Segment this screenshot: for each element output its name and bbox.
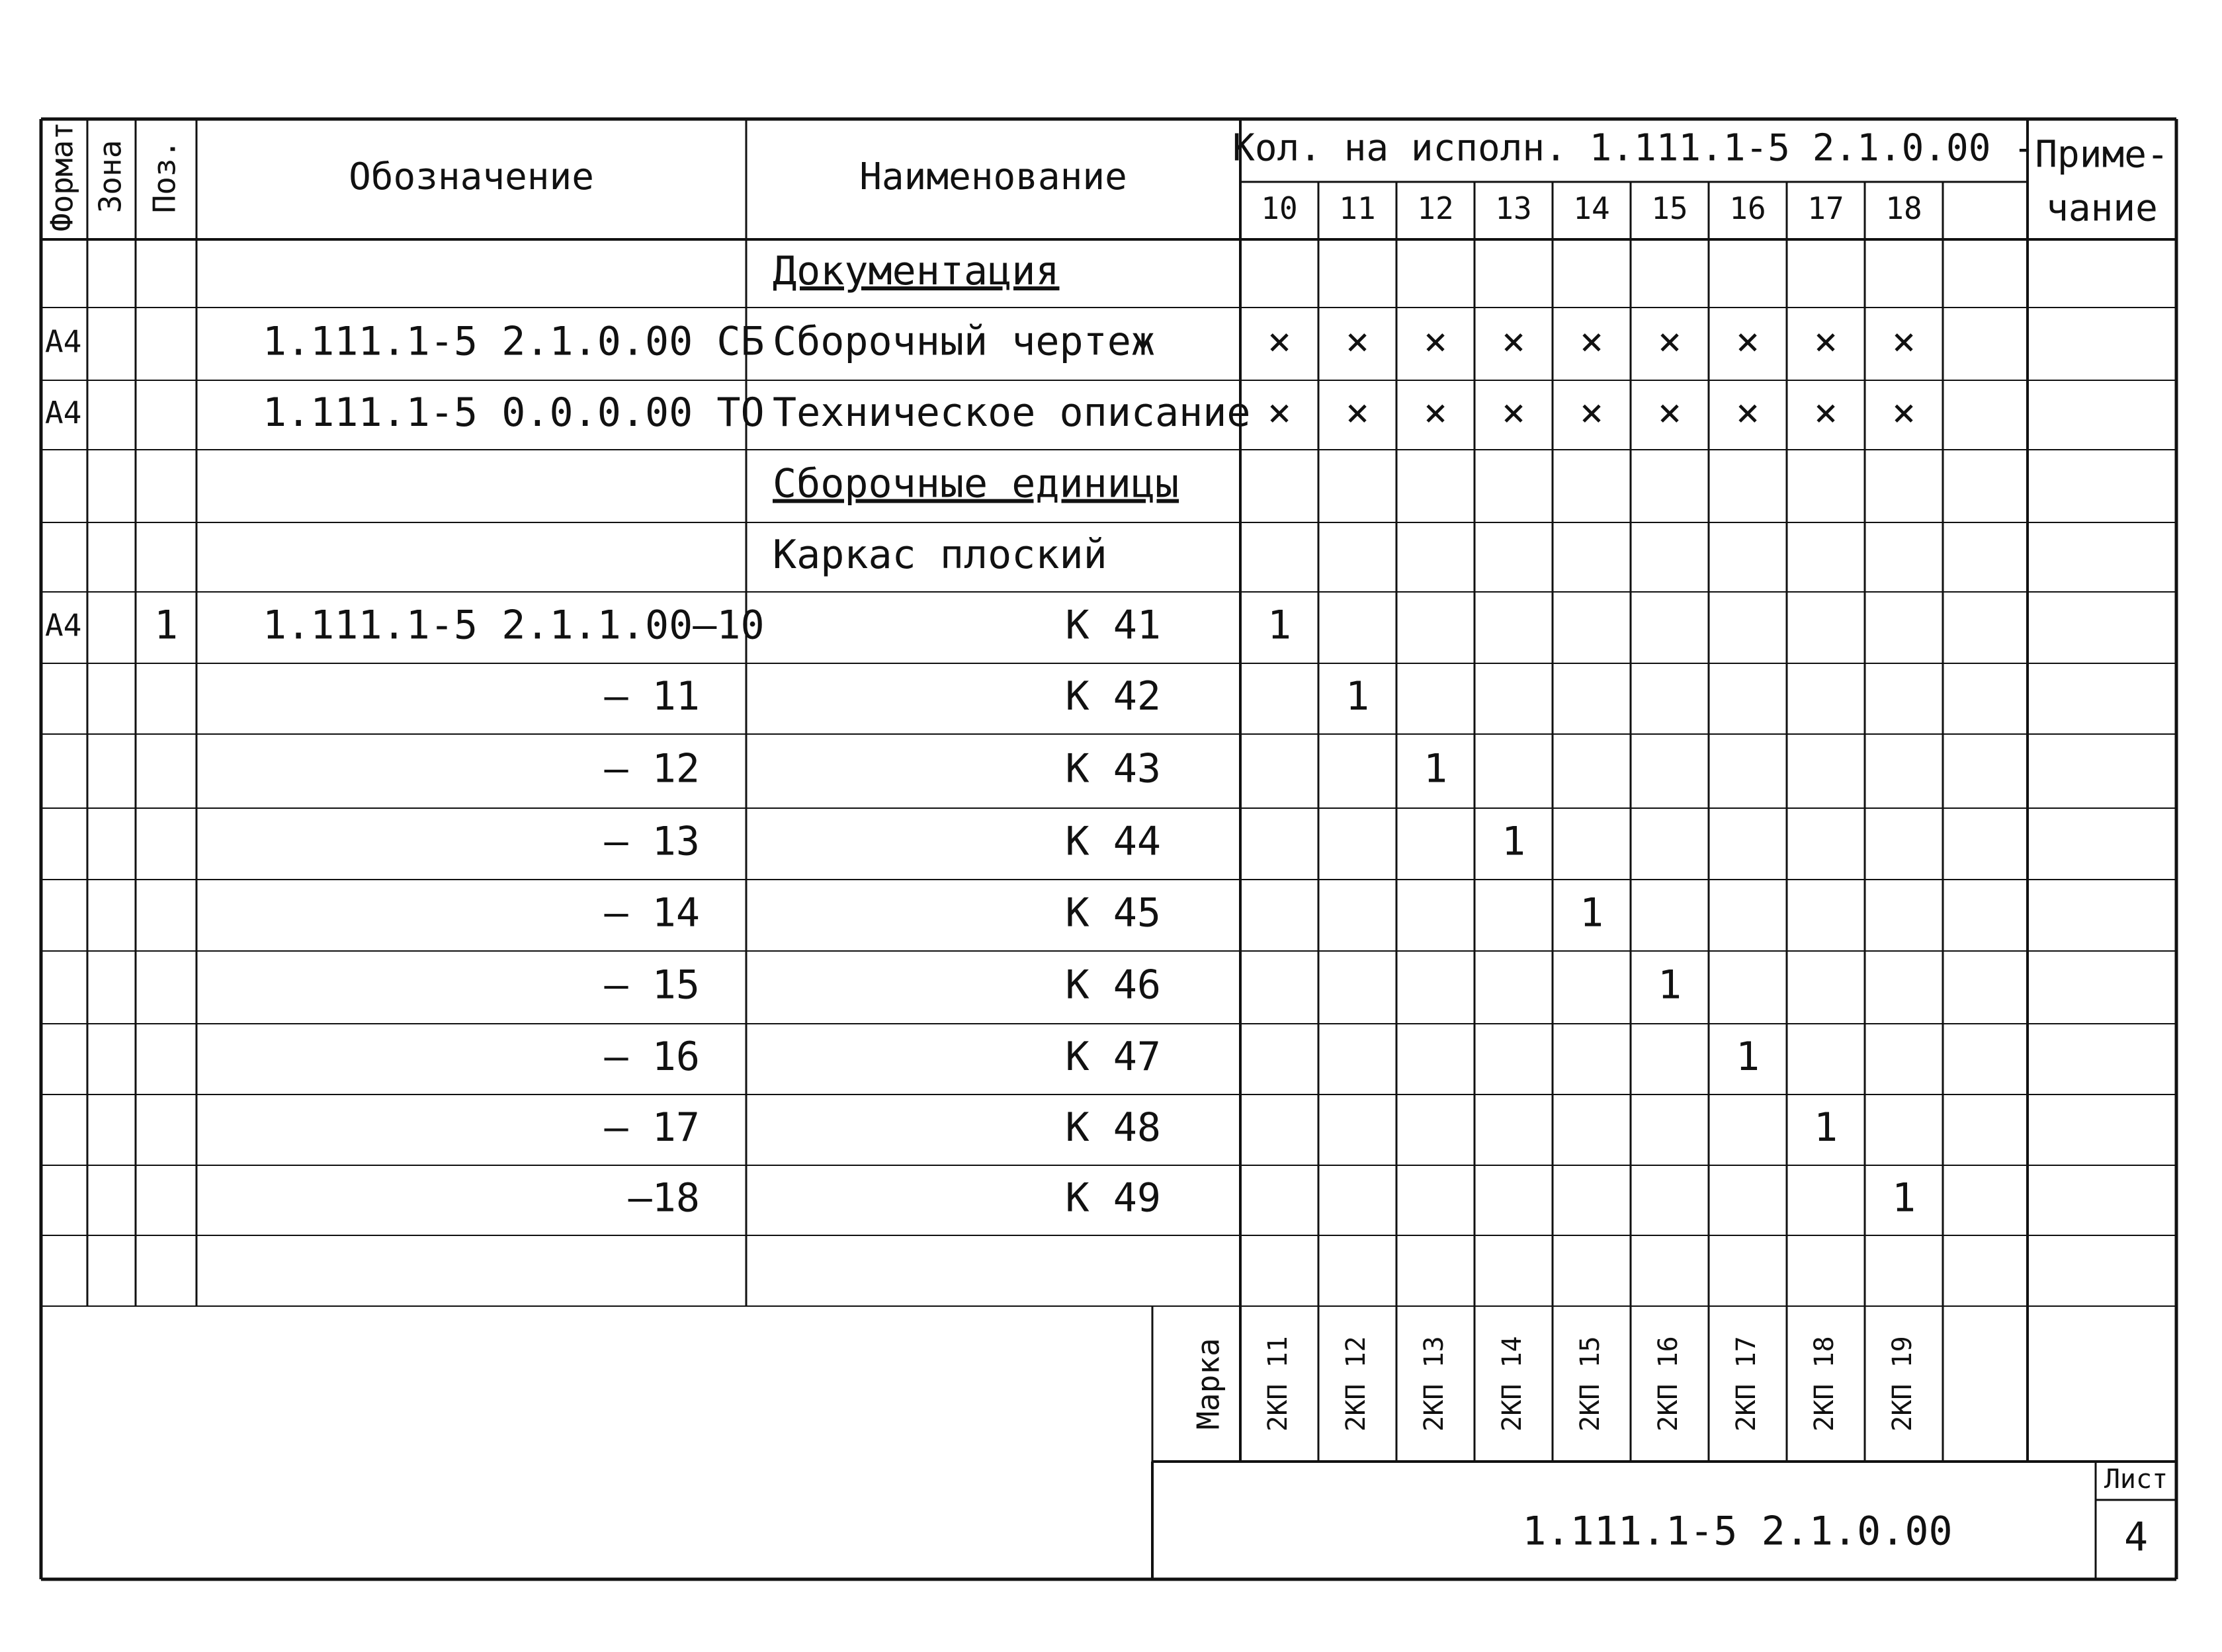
row-qty-cell: 1 <box>1735 1034 1760 1081</box>
row-designation: — 13 <box>604 818 700 865</box>
header-variant-14: 14 <box>1573 190 1610 226</box>
marka-value: 2КП 17 <box>1731 1336 1762 1432</box>
header-variant-11: 11 <box>1339 190 1376 226</box>
row-qty-cell: 1 <box>1891 1175 1916 1221</box>
row-designation: — 11 <box>604 673 700 720</box>
marka-value: 2КП 19 <box>1887 1336 1918 1432</box>
marka-value: 2КП 11 <box>1263 1336 1293 1432</box>
row-qty-cell: × <box>1579 390 1604 436</box>
row-qty-cell: 1 <box>1501 818 1526 865</box>
row-qty-cell: × <box>1345 390 1370 436</box>
row-qty-cell: 1 <box>1813 1104 1838 1151</box>
row-designation: —18 <box>628 1175 700 1221</box>
row-designation: 1.111.1-5 0.0.0.00 ТО <box>263 390 765 436</box>
marka-value: 2КП 16 <box>1653 1336 1684 1432</box>
row-name: Техническое описание <box>773 390 1251 436</box>
row-qty-cell: × <box>1501 390 1526 436</box>
row-qty-cell: × <box>1423 318 1448 365</box>
row-qty-cell: × <box>1657 318 1682 365</box>
marka-value: 2КП 18 <box>1809 1336 1840 1432</box>
row-format: А4 <box>45 607 82 643</box>
header-note-line2: чание <box>2046 186 2158 230</box>
header-variant-15: 15 <box>1651 190 1688 226</box>
row-name: Каркас плоский <box>773 532 1107 579</box>
header-variant-16: 16 <box>1729 190 1766 226</box>
row-designation: 1.111.1-5 2.1.1.00—10 <box>263 602 765 649</box>
row-name: Сборочный чертеж <box>773 318 1155 365</box>
header-variant-12: 12 <box>1417 190 1454 226</box>
row-name: К 43 <box>1065 745 1161 792</box>
row-qty-cell: 1 <box>1267 602 1292 649</box>
row-qty-cell: × <box>1891 318 1916 365</box>
row-name: К 47 <box>1065 1034 1161 1081</box>
row-qty-cell: × <box>1267 318 1292 365</box>
row-name: К 49 <box>1065 1175 1161 1221</box>
row-qty-cell: × <box>1501 318 1526 365</box>
header-name: Наименование <box>859 155 1127 199</box>
marka-value: 2КП 14 <box>1497 1336 1527 1432</box>
marka-value: 2КП 13 <box>1419 1336 1449 1432</box>
row-format: А4 <box>45 323 82 360</box>
header-note-line1: Приме- <box>2035 133 2169 177</box>
row-name: К 41 <box>1065 602 1161 649</box>
row-qty-cell: × <box>1423 390 1448 436</box>
header-variant-18: 18 <box>1885 190 1922 226</box>
row-qty-cell: × <box>1813 390 1838 436</box>
header-designation: Обозначение <box>349 155 594 199</box>
row-name: К 42 <box>1065 673 1161 720</box>
sheet-number: 4 <box>2123 1514 2149 1561</box>
title-block-document: 1.111.1-5 2.1.0.00 <box>1522 1508 1953 1555</box>
header-variant-17: 17 <box>1807 190 1844 226</box>
row-qty-cell: × <box>1735 318 1760 365</box>
row-name: Документация <box>773 248 1060 295</box>
marka-value: 2КП 15 <box>1575 1336 1605 1432</box>
row-qty-cell: 1 <box>1579 889 1604 936</box>
row-name: К 46 <box>1065 962 1161 1009</box>
row-designation: — 15 <box>604 962 700 1009</box>
row-designation: — 12 <box>604 745 700 792</box>
row-qty-cell: 1 <box>1345 673 1370 720</box>
row-qty-cell: × <box>1345 318 1370 365</box>
row-qty-cell: × <box>1813 318 1838 365</box>
row-qty-cell: 1 <box>1657 962 1682 1009</box>
row-qty-cell: 1 <box>1423 745 1448 792</box>
row-qty-cell: × <box>1735 390 1760 436</box>
header-variant-13: 13 <box>1495 190 1532 226</box>
row-qty-cell: × <box>1657 390 1682 436</box>
row-name: К 45 <box>1065 889 1161 936</box>
row-qty-cell: × <box>1267 390 1292 436</box>
row-qty-cell: × <box>1891 390 1916 436</box>
header-pos: Поз. <box>146 140 183 214</box>
row-name: К 48 <box>1065 1104 1161 1151</box>
header-format: Формат <box>44 121 80 232</box>
header-zone: Зона <box>92 140 128 214</box>
row-designation: 1.111.1-5 2.1.0.00 СБ <box>263 318 765 365</box>
marka-label: Марка <box>1190 1338 1226 1430</box>
row-designation: — 17 <box>604 1104 700 1151</box>
row-format: А4 <box>45 395 82 431</box>
row-name: Сборочные единицы <box>773 460 1179 507</box>
row-designation: — 14 <box>604 889 700 936</box>
header-variant-10: 10 <box>1261 190 1298 226</box>
header-qty-title: Кол. на исполн. 1.111.1-5 2.1.0.00 - <box>1232 126 2035 170</box>
marka-value: 2КП 12 <box>1341 1336 1371 1432</box>
row-designation: — 16 <box>604 1034 700 1081</box>
table-text <box>44 122 2169 1561</box>
row-pos: 1 <box>153 602 179 649</box>
row-name: К 44 <box>1065 818 1161 865</box>
sheet-label: Лист <box>2104 1464 2168 1495</box>
row-qty-cell: × <box>1579 318 1604 365</box>
